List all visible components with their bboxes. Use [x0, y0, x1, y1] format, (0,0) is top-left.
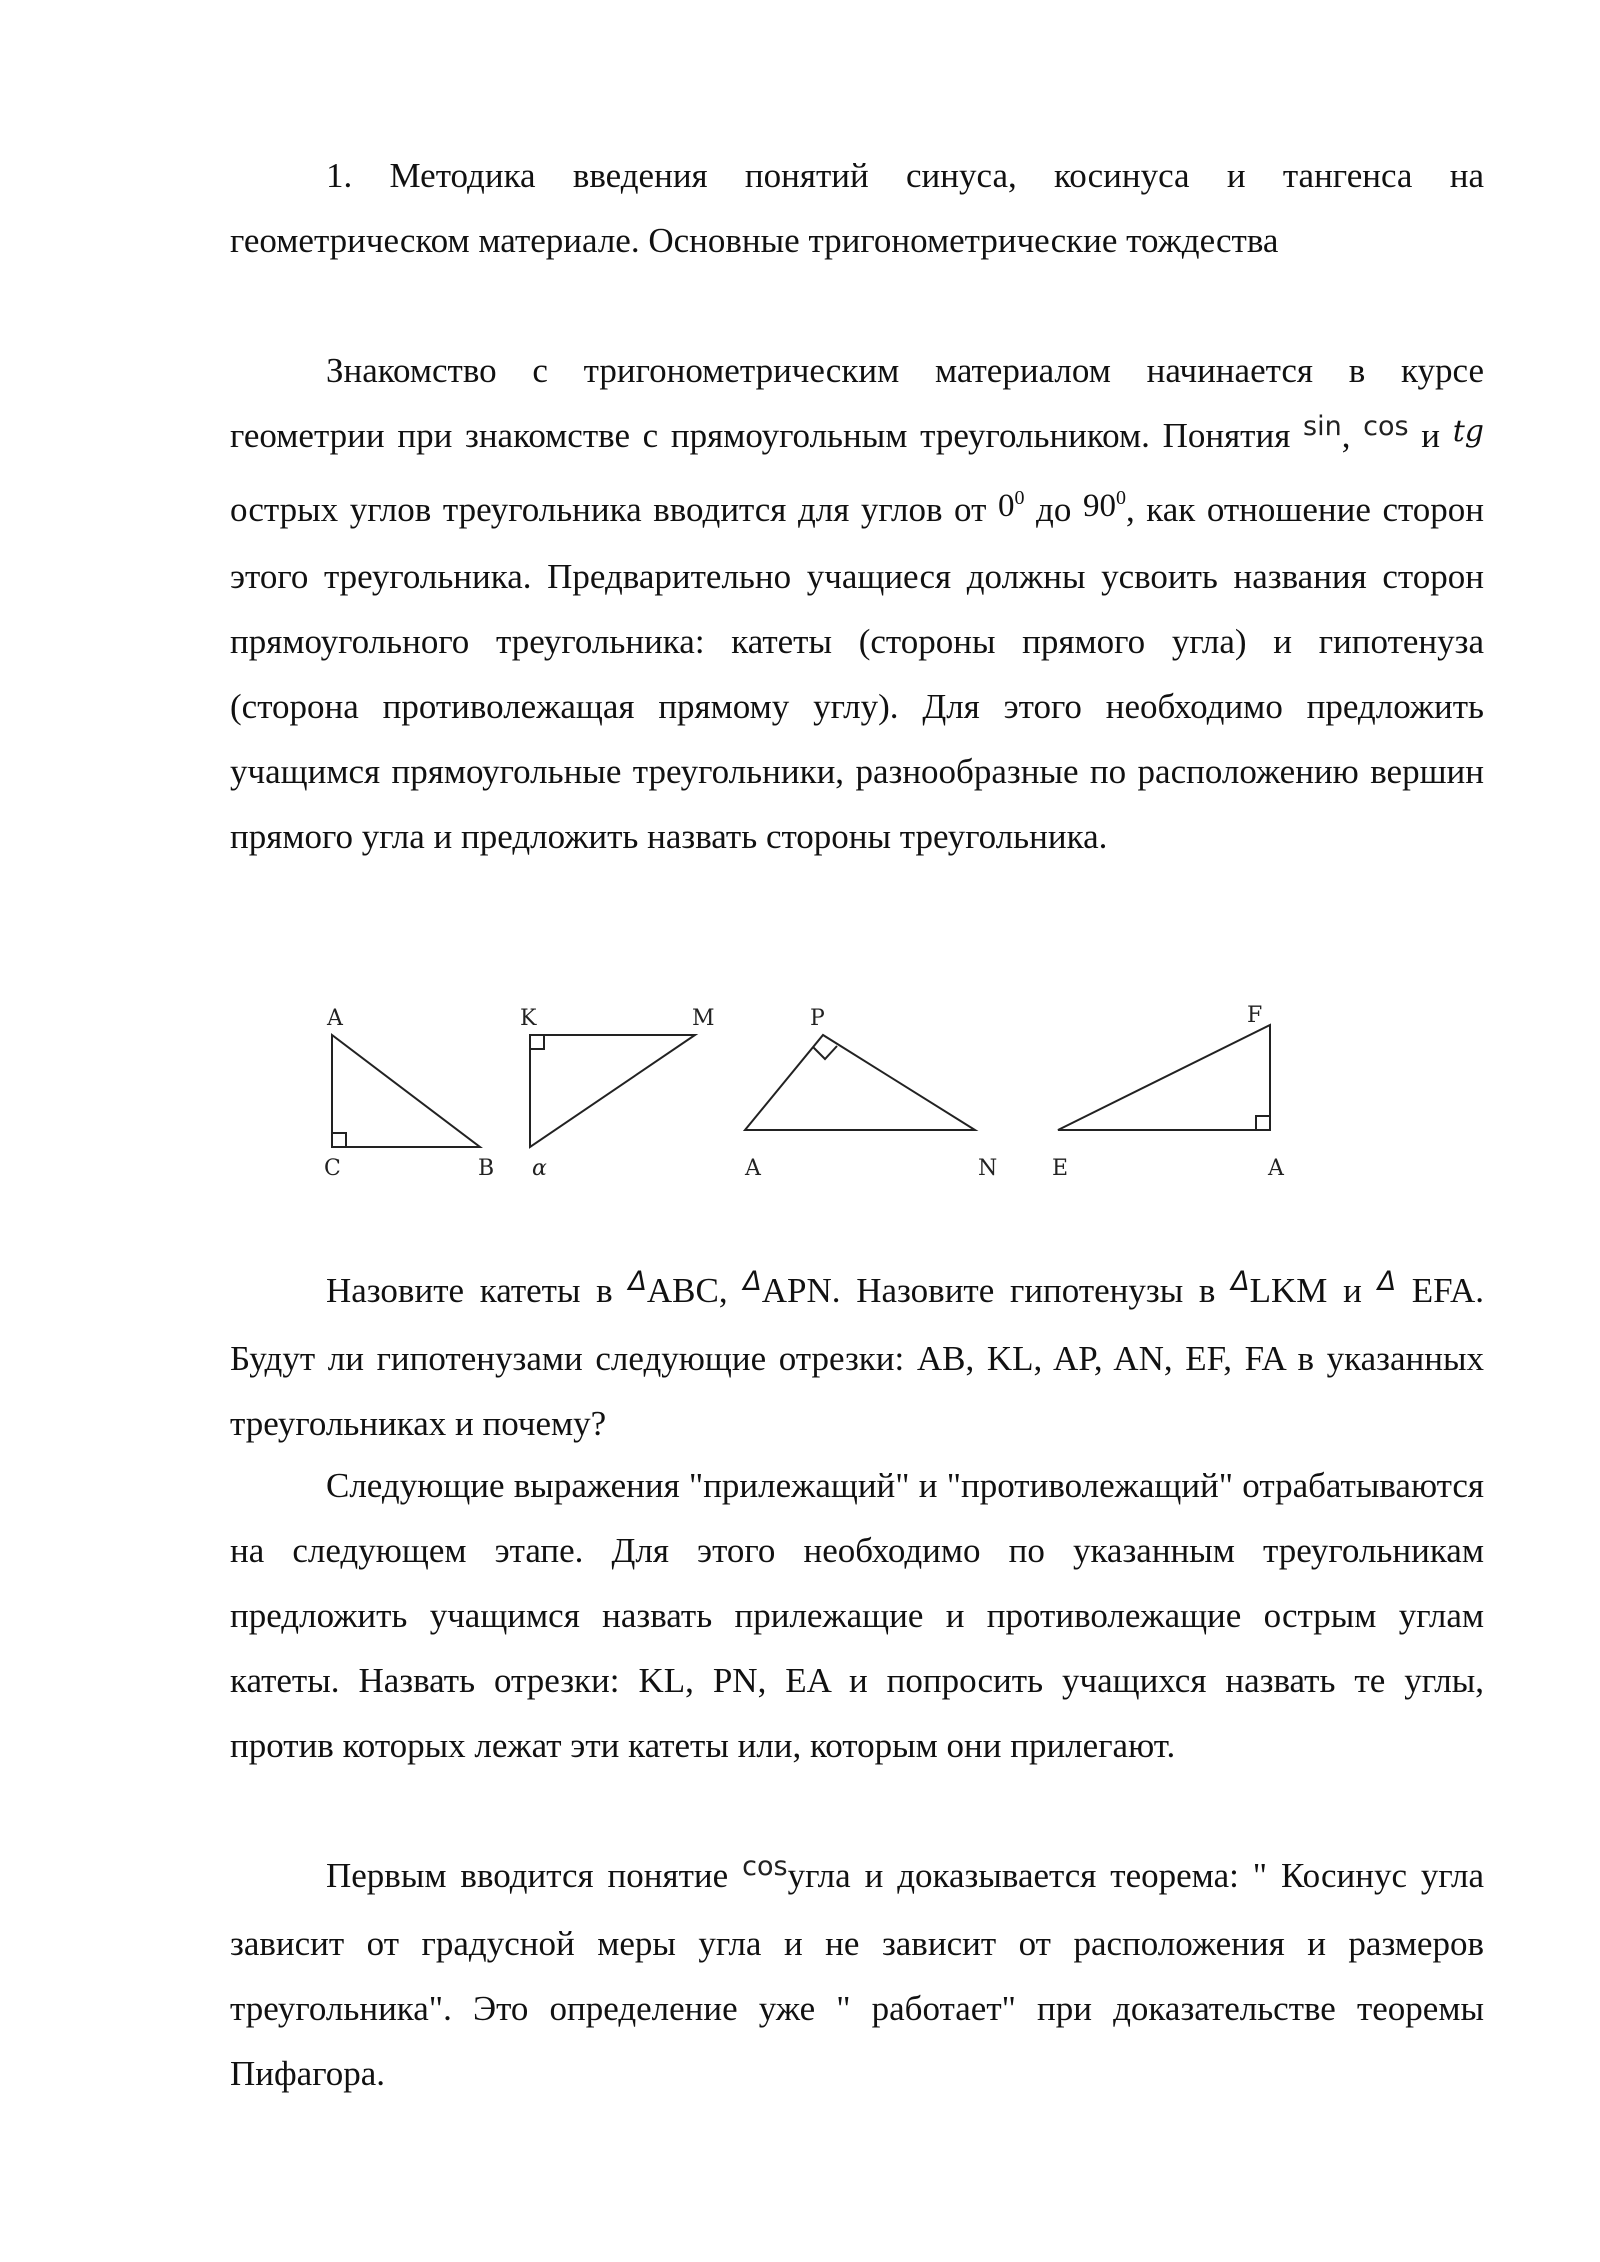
p3-text: Следующие выражения "прилежащий" и "противолежащий" отрабатываются на следующем этапе. Для этого необходимо по указанным треугольникам предложить учащимся назвать прилежащие и противолежащие острым углам катеты. Назвать отрезки: KL, PN, EA и попросить учащихся назвать те углы, против которых лежат эти катеты или, которым они прилегают. — [230, 1466, 1484, 1765]
right-angle-mark-c — [332, 1133, 346, 1147]
label-t1-a: A — [327, 1006, 343, 1031]
triangles-svg — [310, 995, 1310, 1195]
p1-and: и — [1421, 416, 1441, 455]
p4-text-a: Первым вводится понятие — [326, 1856, 729, 1895]
p1-text-a: Знакомство с тригонометрическим материалом начинается в курсе геометрии при знакомстве с прямоугольным треугольником. Понятия — [230, 351, 1484, 455]
paragraph-intro — [230, 338, 1484, 869]
ninety-degrees: $90^0$ — [1082, 487, 1126, 524]
paragraph-cosine — [230, 1843, 1484, 2106]
zero-degrees: $0^0$ — [997, 487, 1025, 524]
label-t4-a: A — [1268, 1156, 1284, 1181]
section-heading — [230, 143, 1484, 273]
p2-abc: ABC, — [646, 1271, 728, 1310]
label-t3-n: N — [978, 1156, 998, 1181]
p2-text-a: Назовите катеты в — [326, 1271, 613, 1310]
triangle-klm — [530, 1035, 695, 1147]
triangle-abc — [332, 1035, 480, 1147]
tg-symbol: tg — [1452, 414, 1484, 449]
paragraph-adjacent-opposite — [230, 1453, 1484, 1778]
p2-apn: APN. Назовите гипотенузы в — [761, 1271, 1216, 1310]
p1-to: до — [1036, 490, 1072, 529]
label-t1-b: B — [478, 1156, 495, 1181]
p2-lkm: LKM и — [1249, 1271, 1362, 1310]
delta-icon: Δ — [1377, 1266, 1397, 1297]
triangle-efa — [1058, 1025, 1270, 1130]
paragraph-questions — [230, 1258, 1484, 1456]
p4-text-b: угла и доказывается теорема: " Косинус угла зависит от градусной меры угла и не зависит от расположения и размеров треугольника". Это определение уже " работает" при доказательстве теоремы Пифагора. — [230, 1856, 1485, 2093]
label-t3-p: P — [810, 1006, 825, 1031]
label-t2-alpha: α — [532, 1156, 547, 1181]
delta-icon: Δ — [628, 1266, 647, 1297]
p1-comma: , — [1341, 416, 1351, 455]
right-angle-mark-a — [1256, 1116, 1270, 1130]
label-t4-f: F — [1247, 1003, 1263, 1028]
p1-text-b: острых углов треугольника вводится для углов от — [230, 490, 987, 529]
p1-text-c: , как отношение сторон этого треугольника. Предварительно учащиеся должны усвоить названия сторон прямоугольного треугольника: катеты (стороны прямого угла) и гипотенуза (сторона противолежащая прямому углу). Для этого необходимо предложить учащимся прямоугольные треугольники, разнообразные по расположению вершин прямого угла и предложить назвать стороны треугольника. — [230, 490, 1485, 856]
label-t2-k: K — [520, 1006, 537, 1031]
right-angle-mark-k — [530, 1035, 544, 1049]
cos-symbol: cos — [742, 1851, 788, 1882]
label-t1-c: C — [324, 1156, 341, 1181]
delta-icon: Δ — [1231, 1266, 1250, 1297]
cos-symbol: cos — [1363, 411, 1409, 442]
triangle-apn — [745, 1035, 975, 1130]
label-t2-m: M — [692, 1006, 715, 1031]
heading-text: 1. Методика введения понятий синуса, косинуса и тангенса на геометрическом материале. Основные тригонометрические тождества — [230, 156, 1484, 260]
delta-icon: Δ — [743, 1266, 762, 1297]
triangles-figure — [310, 995, 1310, 1195]
label-t3-a: A — [745, 1156, 761, 1181]
label-t4-e: E — [1052, 1156, 1069, 1181]
p2-text-b: EFA. Будут ли гипотенузами следующие отрезки: AB, KL, AP, AN, EF, FA в указанных треугольниках и почему? — [230, 1271, 1485, 1443]
right-angle-mark-p — [813, 1046, 837, 1059]
sin-symbol: sin — [1303, 411, 1342, 442]
